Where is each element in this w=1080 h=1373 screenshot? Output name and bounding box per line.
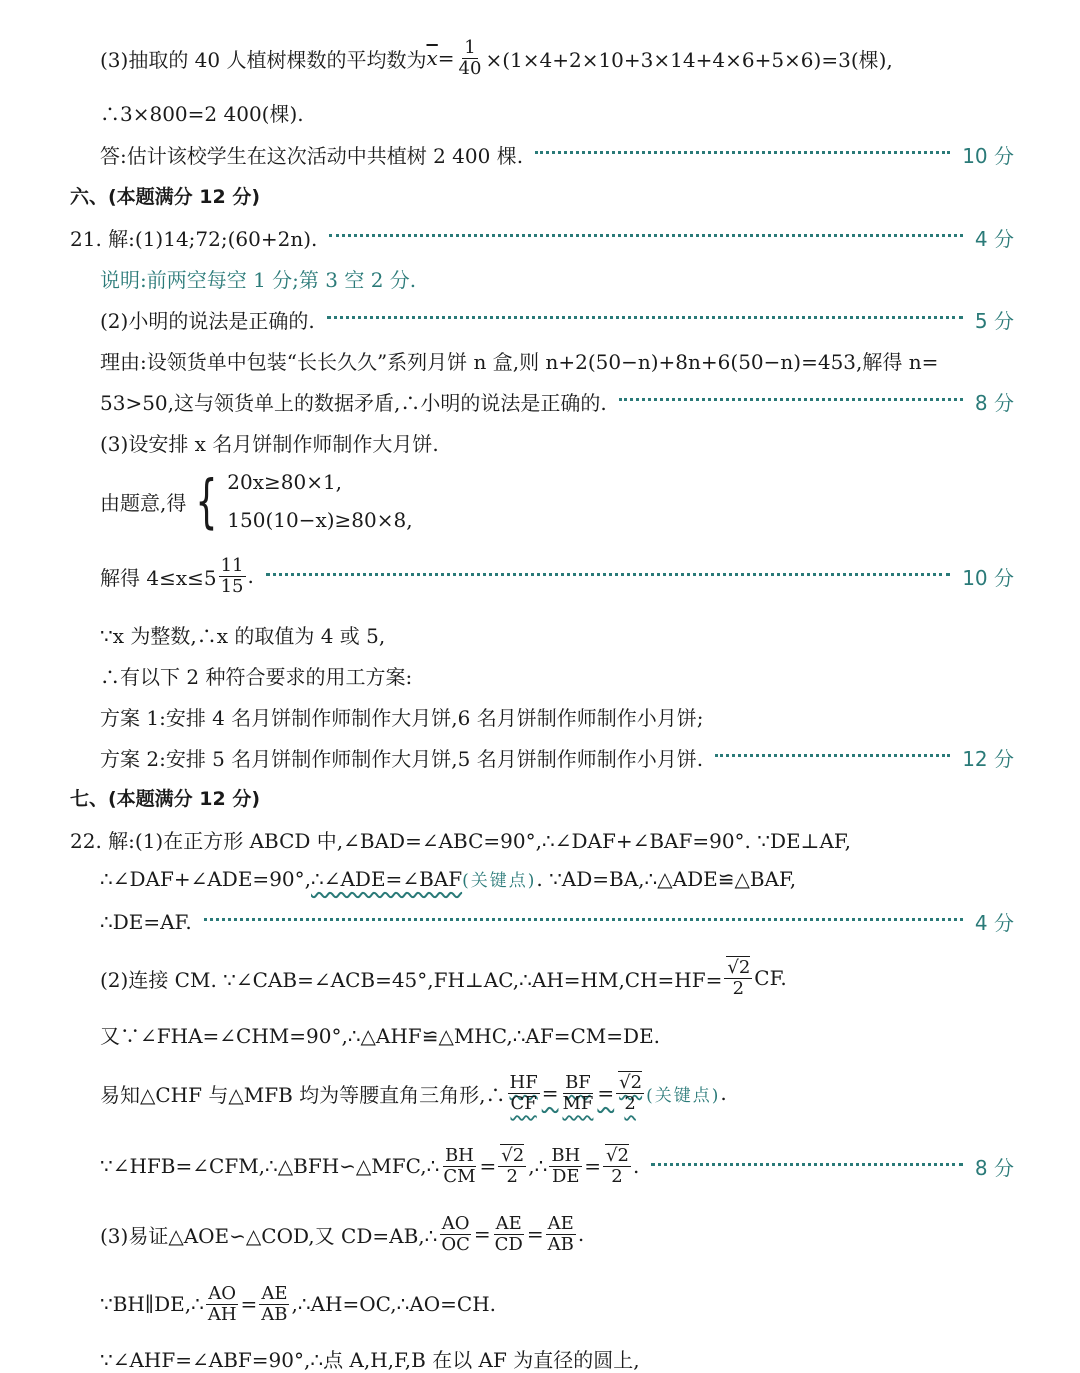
p2-text-1a: (2)连接 CM. ∵∠CAB=∠ACB=45°,FH⊥AC,∴AH=HM,CH=HF= <box>100 967 723 992</box>
q22-line-3 <box>100 907 1014 936</box>
p2-text-2: 又∵∠FHA=∠CHM=90°,∴△AHF≌△MHC,∴AF=CM=DE. <box>100 1024 661 1048</box>
score-label: 8 分 <box>974 391 1014 415</box>
inequality-system <box>186 467 413 535</box>
calc-text: ∴3×800=2 400(棵). <box>100 102 304 126</box>
solve-end: . <box>247 564 254 589</box>
avg-prefix: (3)抽取的 40 人植树棵数的平均数为 <box>100 47 427 72</box>
dot-leader <box>204 918 963 921</box>
p3-text-2a: ∵BH∥DE,∴ <box>100 1292 204 1317</box>
inequality-2: 150(10−x)≥80×8, <box>227 508 413 532</box>
avg-suffix: ×(1×4+2×10+3×14+4×6+5×6)=3(棵), <box>485 47 893 72</box>
dot-leader <box>327 316 963 319</box>
scoring-note: 说明:前两空每空 1 分;第 3 空 2 分. <box>100 268 417 292</box>
q21-part1-line <box>70 223 1014 252</box>
solve-frac-num: 11 <box>220 555 244 576</box>
plan1-line <box>100 702 1014 731</box>
q22-text-3: ∴DE=AF. <box>100 909 192 934</box>
p3-text-1a: (3)易证△AOE∽△COD,又 CD=AB,∴ <box>100 1223 438 1248</box>
dot-leader <box>329 234 963 237</box>
system-line <box>100 467 1014 535</box>
avg-line <box>100 38 1014 79</box>
score-label: 8 分 <box>974 1155 1014 1180</box>
sqrt2: √2 <box>727 957 751 978</box>
two: 2 <box>732 977 745 999</box>
q22-text-1: 22. 解:(1)在正方形 ABCD 中,∠BAD=∠ABC=90°,∴∠DAF+∠BAF=90°. ∵DE⊥AF, <box>70 829 852 853</box>
key-step-underlined: $\frac{HF}{CF}$ = $\frac{BF}{MF}$ = $\frac{√2}{2}$ <box>509 1072 643 1114</box>
p2-text-3a: 易知△CHF 与△MFB 均为等腰直角三角形,∴ <box>100 1082 506 1107</box>
plan2-line <box>100 743 1014 772</box>
p3-line-2: ∵BH∥DE,∴ $\frac{AO}{AH}$ = $\frac{AE}{AB}$ ,∴AH=OC,∴AO=CH. <box>100 1283 497 1325</box>
p2-line-1 <box>100 958 1014 999</box>
brace-icon: { <box>195 467 218 535</box>
p3-text-2b: ,∴AH=OC,∴AO=CH. <box>291 1292 497 1317</box>
plan1-text: 方案 1:安排 4 名月饼制作师制作大月饼,6 名月饼制作师制作小月饼; <box>100 706 704 730</box>
x-bar: $\overline{x}$ <box>426 46 438 71</box>
q21-part3-text: (3)设安排 x 名月饼制作师制作大月饼. <box>100 432 439 456</box>
score-label: 4 分 <box>974 911 1014 935</box>
key-step-underlined: ∴∠ADE=∠BAF <box>311 866 463 891</box>
section-heading <box>70 784 1014 811</box>
q21-part1-text: 21. 解:(1)14;72;(60+2n). <box>70 227 318 251</box>
q22-line-1 <box>70 825 1014 854</box>
solve-prefix: 解得 4≤x≤5 <box>100 565 217 590</box>
note-line <box>100 264 1014 293</box>
score-label: 4 分 <box>974 227 1014 251</box>
solve-line <box>100 556 1014 597</box>
answer-line <box>100 140 1014 169</box>
section-heading <box>70 182 1014 209</box>
avg-frac-den: 40 <box>458 57 482 79</box>
section7-heading: 七、(本题满分 12 分) <box>70 788 261 810</box>
reason-text-2: 53>50,这与领货单上的数据矛盾,∴小明的说法是正确的. <box>100 391 607 415</box>
reason-line-1 <box>100 346 1014 375</box>
dot-leader <box>619 398 963 401</box>
reason-line-2 <box>100 387 1014 416</box>
p2-line-2 <box>100 1020 1014 1049</box>
score-label: 12 分 <box>962 747 1014 771</box>
plan2-text: 方案 2:安排 5 名月饼制作师制作大月饼,5 名月饼制作师制作小月饼. <box>100 747 704 771</box>
plans-intro-text: ∴有以下 2 种符合要求的用工方案: <box>100 665 413 689</box>
avg-frac-num: 1 <box>464 37 476 58</box>
q22-line-2 <box>100 866 1014 891</box>
q22-text-2a: ∴∠DAF+∠ADE=90°, <box>100 866 311 891</box>
sqrt2-over-2 <box>724 958 752 999</box>
reason-text-1: 理由:设领货单中包装“长长久久”系列月饼 n 盒,则 n+2(50−n)+8n+6(50−n)=453,解得 n= <box>100 350 939 374</box>
q21-part2-text: (2)小明的说法是正确的. <box>100 309 315 333</box>
calc-line <box>100 98 1014 127</box>
solve-frac-den: 15 <box>220 575 244 597</box>
score-label: 5 分 <box>974 309 1014 333</box>
p2-text-4a: ∵∠HFB=∠CFM,∴△BFH∽△MFC,∴ <box>100 1154 440 1179</box>
key-point-label: (关键点) <box>462 871 537 891</box>
dot-leader <box>266 573 950 576</box>
key-point-label: (关键点) <box>646 1085 721 1106</box>
integer-line <box>100 620 1014 649</box>
q21-part3-line <box>100 428 1014 457</box>
dot-leader <box>715 754 950 757</box>
p3-text-3: ∵∠AHF=∠ABF=90°,∴点 A,H,F,B 在以 AF 为直径的圆上, <box>100 1348 640 1372</box>
inequality-1: 20x≥80×1, <box>227 470 343 494</box>
solve-fraction <box>219 556 246 597</box>
q21-part2-line <box>100 305 1014 334</box>
p2-line-3: 易知△CHF 与△MFB 均为等腰直角三角形,∴ $\frac{HF}{CF}$ = $\frac{BF}{MF}$ = $\frac{√2}{2}$ (关键点) . <box>100 1072 727 1114</box>
dot-leader <box>535 151 950 154</box>
section6-heading: 六、(本题满分 12 分) <box>70 186 261 208</box>
answer-text: 答:估计该校学生在这次活动中共植树 2 400 棵. <box>100 144 524 168</box>
integer-text: ∵x 为整数,∴x 的取值为 4 或 5, <box>100 624 386 648</box>
p2-text-1b: CF. <box>754 966 787 991</box>
score-label: 10 分 <box>962 565 1014 590</box>
avg-eq: = <box>437 46 455 71</box>
plans-intro-line <box>100 661 1014 690</box>
score-label: 10 分 <box>962 144 1014 168</box>
dot-leader <box>651 1163 963 1166</box>
avg-fraction <box>457 38 484 79</box>
q22-text-2b: . ∵AD=BA,∴△ADE≌△BAF, <box>536 866 797 891</box>
system-prefix: 由题意,得 <box>100 490 187 515</box>
p2-line-4: ∵∠HFB=∠CFM,∴△BFH∽△MFC,∴ $\frac{BH}{CM}$ = $\frac{√2}{2}$ ,∴ $\frac{BH}{DE}$ = $\frac{√2}{2}$ . 8 分 <box>100 1145 1014 1187</box>
p3-line-1: (3)易证△AOE∽△COD,又 CD=AB,∴ $\frac{AO}{OC}$ = $\frac{AE}{CD}$ = $\frac{AE}{AB}$ . <box>100 1213 585 1255</box>
